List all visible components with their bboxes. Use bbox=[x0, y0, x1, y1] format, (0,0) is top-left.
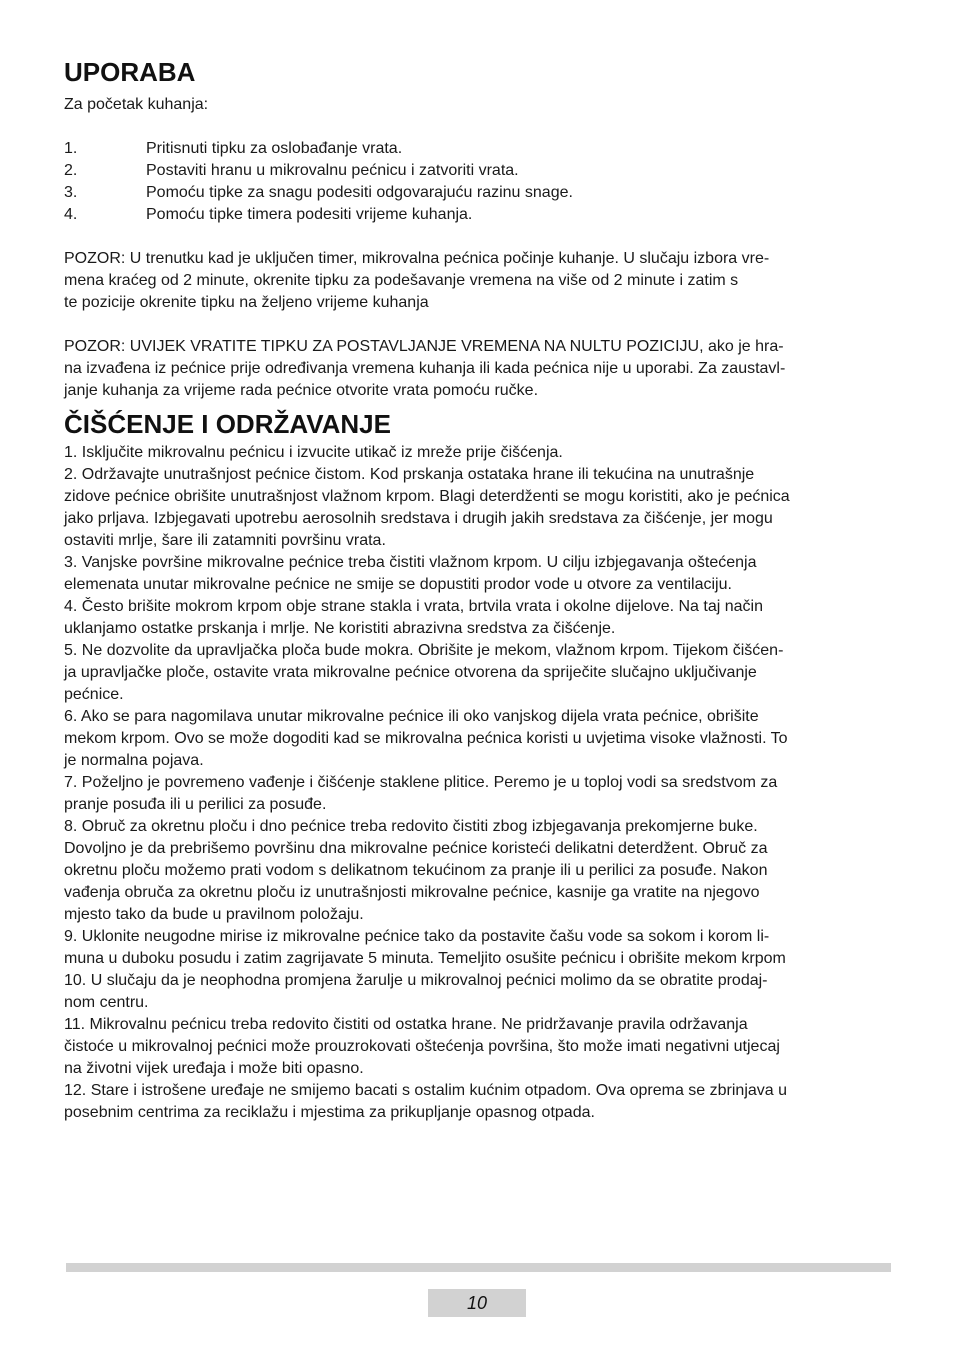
text-line: 12. Stare i istrošene uređaje ne smijemo bacati s ostalim kućnim otpadom. Ova oprema se zbrinjava u bbox=[64, 1082, 788, 1099]
text-line: muna u duboku posudu i zatim zagrijavate 5 minuta. Temeljito osušite pećnicu i obrišite mekom krpom bbox=[64, 950, 786, 967]
text-line: elemenata unutar mikrovalne pećnice ne smije se dopustiti prodor vode u otvore za ventilaciju. bbox=[64, 576, 732, 593]
text-line: janje kuhanja za vrijeme rada pećnice otvorite vrata pomoću ručke. bbox=[64, 382, 539, 399]
step-text: Postaviti hranu u mikrovalnu pećnicu i zatvoriti vrata. bbox=[146, 162, 519, 179]
step-text: Pritisnuti tipku za oslobađanje vrata. bbox=[146, 140, 403, 157]
text-line: POZOR: UVIJEK VRATITE TIPKU ZA POSTAVLJANJE VREMENA NA NULTU POZICIJU, ako je hra- bbox=[64, 338, 784, 355]
timer-warning bbox=[64, 248, 892, 314]
text-line: na izvađena iz pećnice prije određivanja vremena kuhanja ili kada pećnica nije u uporabi. Za zaustavl- bbox=[64, 360, 786, 377]
cleaning-heading: ČIŠĆENJE I ODRŽAVANJE bbox=[64, 409, 391, 439]
text-line: posebnim centrima za reciklažu i mjestima za prikupljanje opasnog otpada. bbox=[64, 1104, 595, 1121]
text-line: pranje posuđa ili u perilici za posuđe. bbox=[64, 796, 327, 813]
usage-step bbox=[64, 204, 892, 226]
usage-intro: Za početak kuhanja: bbox=[64, 96, 209, 113]
text-line: 5. Ne dozvolite da upravljačka ploča bude mokra. Obrišite je mekom, vlažnom krpom. Tijekom čišćen- bbox=[64, 642, 784, 659]
text-line: mjesto tako da bude u pravilnom položaju. bbox=[64, 906, 364, 923]
page-content bbox=[64, 56, 892, 1124]
text-line: 1. Isključite mikrovalnu pećnicu i izvucite utikač iz mreže prije čišćenja. bbox=[64, 444, 563, 461]
text-line: te pozicije okrenite tipku na željeno vrijeme kuhanja bbox=[64, 294, 429, 311]
text-line: Dovoljno je da prebrišemo površinu dna mikrovalne pećnice koristeći delikatni deterdžent. Obruč za bbox=[64, 840, 768, 857]
text-line: 2. Održavajte unutrašnjost pećnice čistom. Kod prskanja ostataka hrane ili tekućina na unutrašnje bbox=[64, 466, 755, 483]
text-line: na životni vijek uređaja i može biti opasno. bbox=[64, 1060, 364, 1077]
text-line: 8. Obruč za okretnu ploču i dno pećnice treba redovito čistiti zbog izbjegavanja prekomjerne buke. bbox=[64, 818, 758, 835]
step-text: Pomoću tipke timera podesiti vrijeme kuhanja. bbox=[146, 206, 473, 223]
usage-heading: UPORABA bbox=[64, 57, 196, 87]
text-line: uklanjamo ostatke prskanja i mrlje. Ne koristiti abrazivna sredstva za čišćenje. bbox=[64, 620, 616, 637]
footer-divider bbox=[66, 1263, 891, 1272]
step-number: 1. bbox=[64, 140, 78, 157]
step-number: 4. bbox=[64, 206, 78, 223]
step-number: 3. bbox=[64, 184, 78, 201]
step-number: 2. bbox=[64, 162, 78, 179]
text-line: 11. Mikrovalnu pećnicu treba redovito čistiti od ostatka hrane. Ne pridržavanje pravila održavanja bbox=[64, 1016, 748, 1033]
text-line: je normalna pojava. bbox=[64, 752, 204, 769]
text-line: mena kraćeg od 2 minute, okrenite tipku za podešavanje vremena na više od 2 minute i zatim s bbox=[64, 272, 739, 289]
text-line: mekom krpom. Ovo se može dogoditi kad se mikrovalna pećnica koristi u uvjetima visoke vlažnosti. To bbox=[64, 730, 788, 747]
usage-step bbox=[64, 138, 892, 160]
cleaning-instructions bbox=[64, 442, 892, 1124]
text-line: 3. Vanjske površine mikrovalne pećnice treba čistiti vlažnom krpom. U cilju izbjegavanja oštećenja bbox=[64, 554, 757, 571]
text-line: čistoće u mikrovalnoj pećnici može prouzrokovati oštećenja površina, što može imati negativni utjecaj bbox=[64, 1038, 780, 1055]
text-line: ja upravljačke ploče, ostavite vrata mikrovalne pećnice otvorena da spriječite slučajno uključivanje bbox=[64, 664, 757, 681]
text-line: nom centru. bbox=[64, 994, 149, 1011]
text-line: 9. Uklonite neugodne mirise iz mikrovalne pećnice tako da postavite čašu vode sa sokom i korom li- bbox=[64, 928, 770, 945]
text-line: 7. Poželjno je povremeno vađenje i čišćenje staklene plitice. Peremo je u toploj vodi sa sredstvom za bbox=[64, 774, 778, 791]
page-number: 10 bbox=[428, 1289, 526, 1317]
text-line: okretnu ploču možemo prati vodom s delikatnom tekućinom za pranje ili u perilici za posuđe. Nakon bbox=[64, 862, 768, 879]
text-line: 10. U slučaju da je neophodna promjena žarulje u mikrovalnoj pećnici molimo da se obratite prodaj- bbox=[64, 972, 768, 989]
text-line: POZOR: U trenutku kad je uključen timer, mikrovalna pećnica počinje kuhanje. U slučaju izbora vre- bbox=[64, 250, 770, 267]
text-line: 4. Često brišite mokrom krpom obje strane stakla i vrata, brtvila vrata i okolne dijelove. Na taj način bbox=[64, 598, 763, 615]
text-line: zidove pećnice obrišite unutrašnjost vlažnom krpom. Blagi deterdženti se mogu koristiti, ako je pećnica bbox=[64, 488, 790, 505]
text-line: vađenja obruča za okretnu ploču iz unutrašnjosti mikrovalne pećnice, kasnije ga vratite na njegovo bbox=[64, 884, 760, 901]
text-line: jako prljava. Izbjegavati upotrebu aerosolnih sredstava i drugih jakih sredstava za čišćenje, jer mogu bbox=[64, 510, 773, 527]
zero-position-warning bbox=[64, 336, 892, 402]
usage-steps-list bbox=[64, 138, 892, 226]
usage-step bbox=[64, 160, 892, 182]
step-text: Pomoću tipke za snagu podesiti odgovarajuću razinu snage. bbox=[146, 184, 573, 201]
text-line: 6. Ako se para nagomilava unutar mikrovalne pećnice ili oko vanjskog dijela vrata pećnice, obrišite bbox=[64, 708, 759, 725]
text-line: pećnice. bbox=[64, 686, 124, 703]
usage-step bbox=[64, 182, 892, 204]
text-line: ostaviti mrlje, šare ili zatamniti površinu vrata. bbox=[64, 532, 386, 549]
